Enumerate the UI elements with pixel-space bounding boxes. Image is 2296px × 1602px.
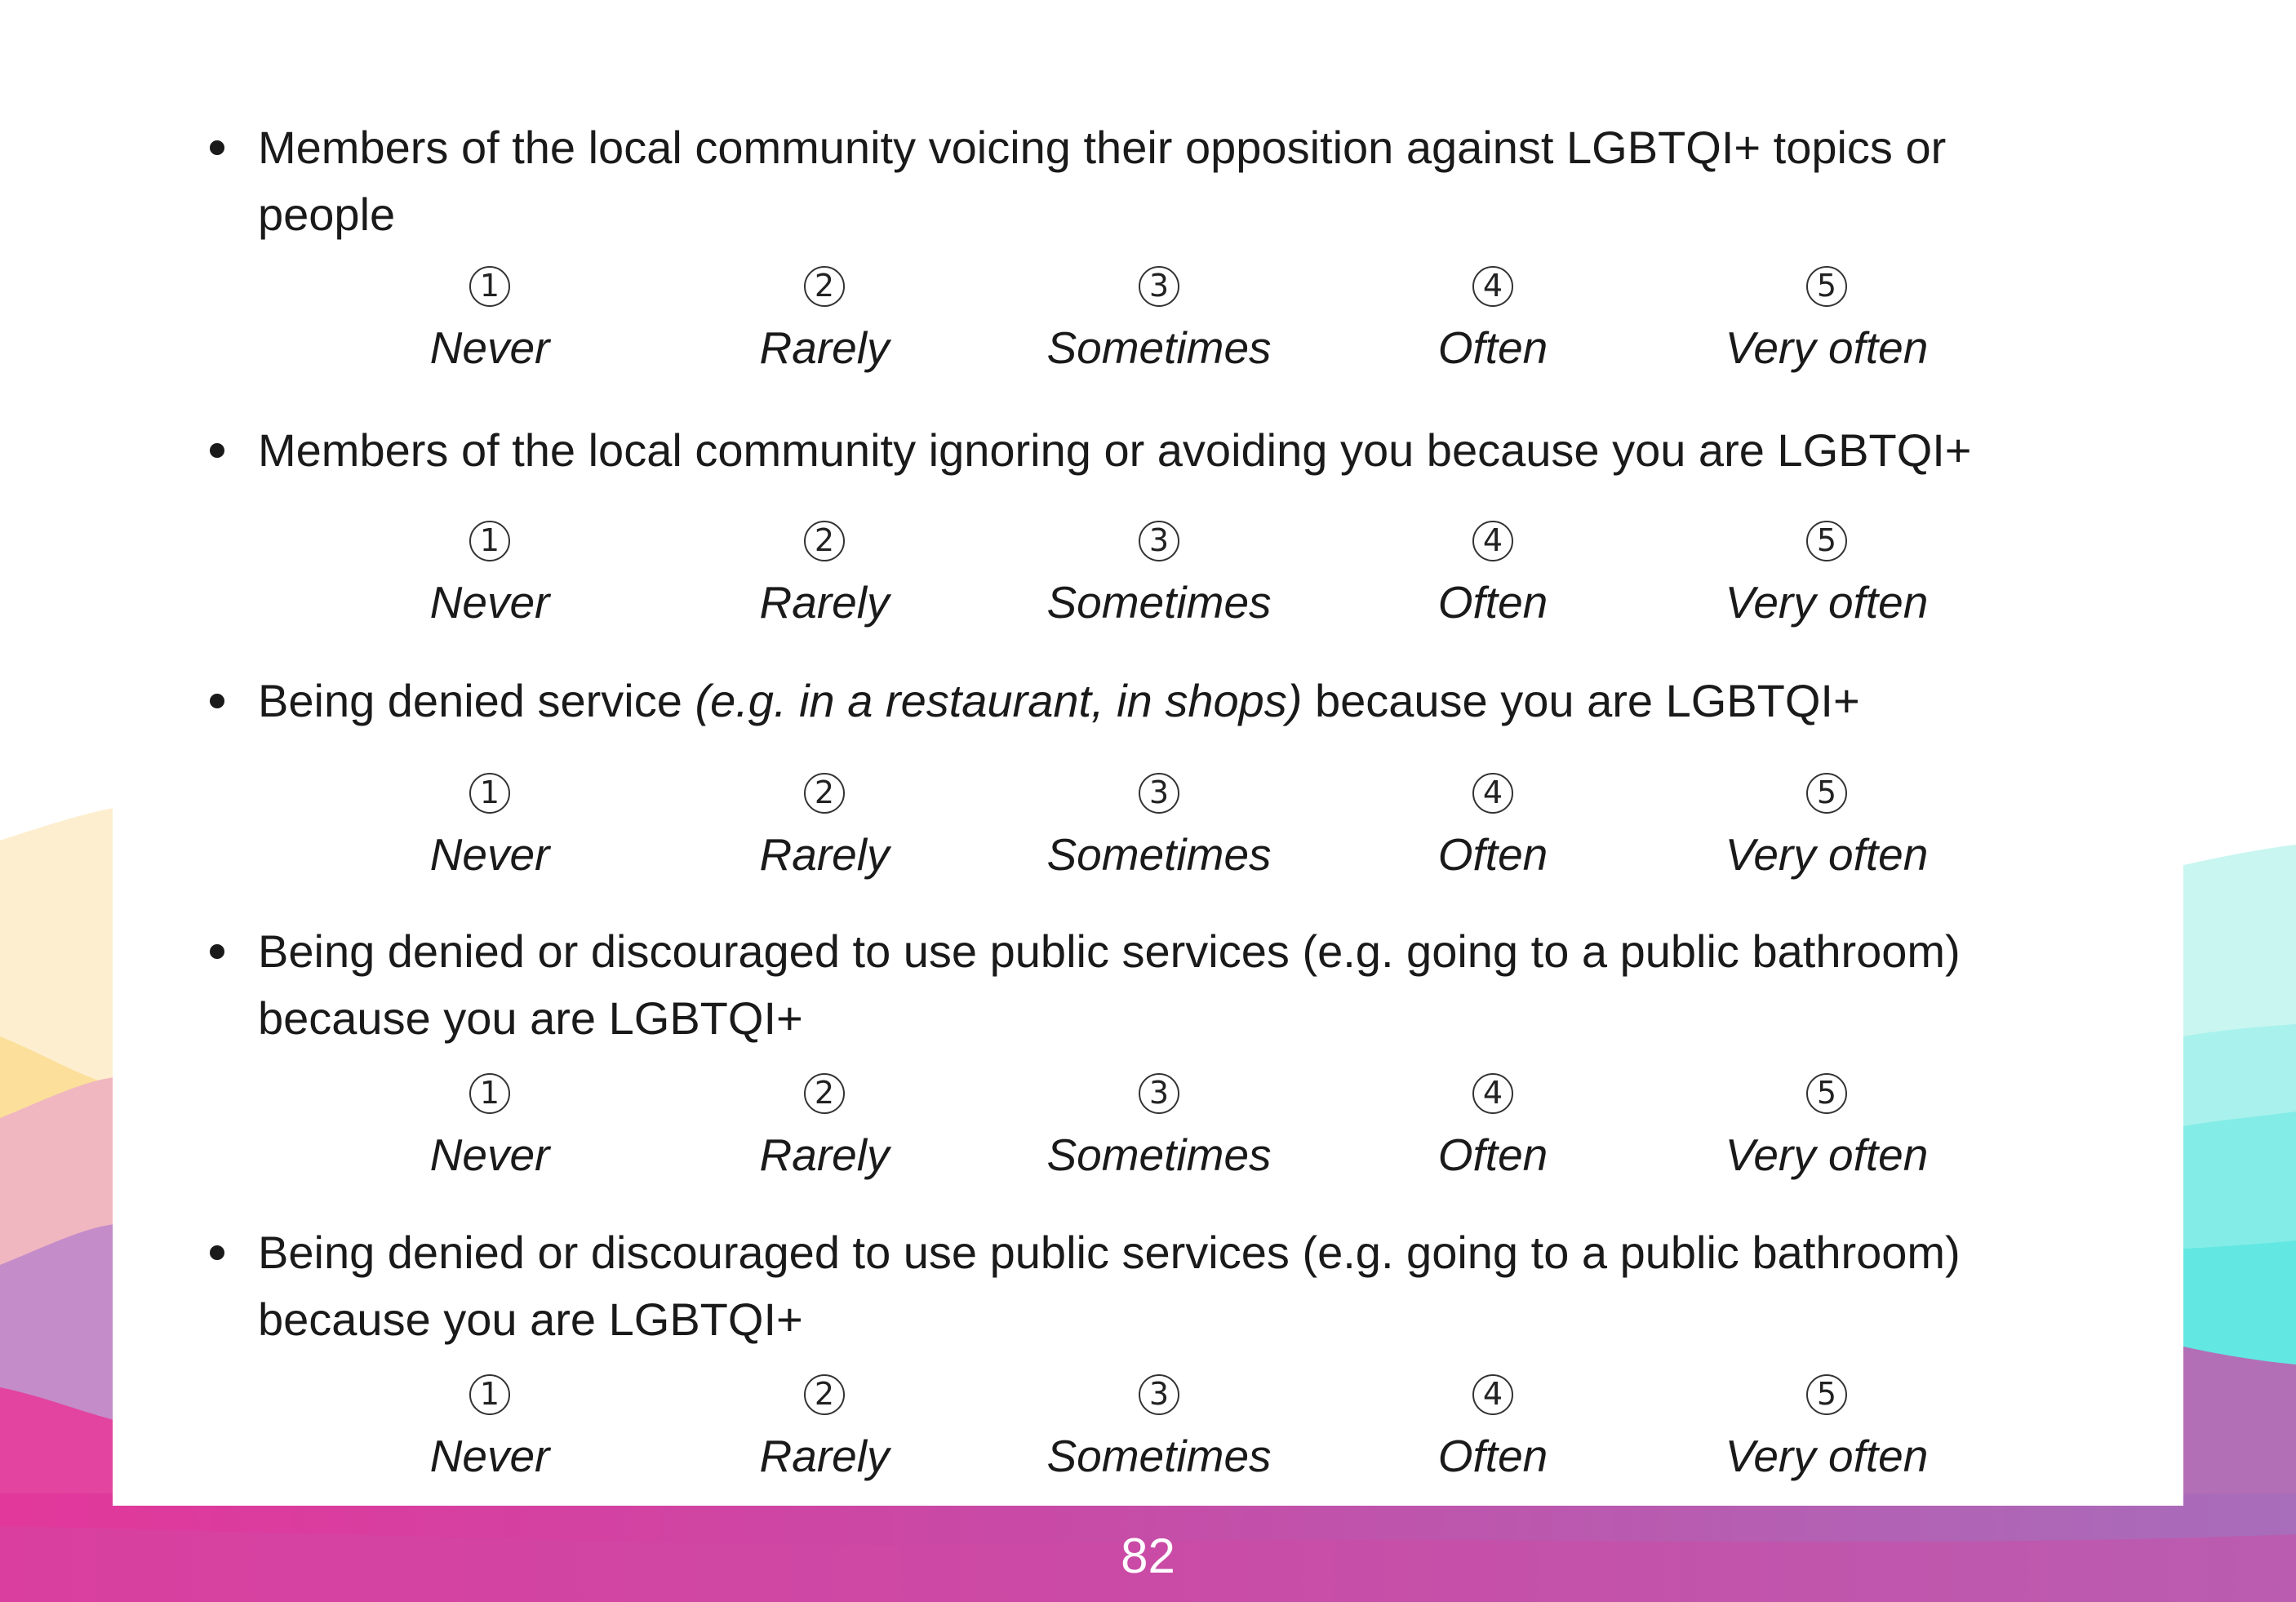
option-label: Rarely [759,829,890,880]
option-label: Often [1437,829,1548,880]
bullet-point [210,140,224,155]
circled-number-2: 2 [804,773,845,814]
rating-option-1[interactable] [359,266,620,374]
circled-number-4: 4 [1472,1374,1513,1415]
rating-option-5[interactable] [1696,773,1957,881]
option-label: Never [429,322,550,373]
rating-option-2[interactable] [694,521,955,628]
option-label: Sometimes [1046,1431,1272,1481]
rating-option-4[interactable] [1362,1374,1623,1482]
rating-option-1[interactable] [359,1073,620,1181]
rating-option-2[interactable] [694,1073,955,1181]
circled-number-5: 5 [1806,521,1847,561]
circled-number-1: 1 [469,1073,510,1114]
rating-option-4[interactable] [1362,1073,1623,1181]
option-label: Sometimes [1046,1129,1272,1180]
page-number: 82 [1121,1529,1175,1583]
rating-option-3[interactable] [1028,773,1290,881]
option-label: Sometimes [1046,577,1272,628]
rating-option-1[interactable] [359,1374,620,1482]
circled-number-4: 4 [1472,266,1513,307]
option-label: Rarely [759,1129,890,1180]
rating-option-5[interactable] [1696,266,1957,374]
circled-number-1: 1 [469,1374,510,1415]
circled-number-3: 3 [1139,1374,1179,1415]
question-text: Members of the local community voicing their opposition against LGBTQI+ topics or people [258,122,1947,240]
circled-number-2: 2 [804,1374,845,1415]
circled-number-1: 1 [469,266,510,307]
circled-number-1: 1 [469,773,510,814]
bullet-point [210,1245,224,1260]
option-label: Never [429,1129,550,1180]
rating-option-2[interactable] [694,1374,955,1482]
rating-scale [113,266,2183,388]
circled-number-2: 2 [804,266,845,307]
option-label: Sometimes [1046,322,1272,373]
rating-option-5[interactable] [1696,1073,1957,1181]
rating-option-5[interactable] [1696,1374,1957,1482]
circled-number-4: 4 [1472,773,1513,814]
option-label: Rarely [759,1431,890,1481]
rating-option-1[interactable] [359,773,620,881]
option-label: Sometimes [1046,829,1272,880]
question-text: Being denied service (e.g. in a restaurant, in shops) because you are LGBTQI+ [258,675,1860,726]
question-text: Being denied or discouraged to use public services (e.g. going to a public bathroom) because you are LGBTQI+ [258,925,1961,1044]
circled-number-3: 3 [1139,266,1179,307]
circled-number-4: 4 [1472,1073,1513,1114]
rating-option-5[interactable] [1696,521,1957,628]
circled-number-5: 5 [1806,1374,1847,1415]
circled-number-5: 5 [1806,773,1847,814]
bullet-point [210,944,224,959]
rating-scale [113,1073,2183,1196]
circled-number-2: 2 [804,521,845,561]
rating-option-3[interactable] [1028,1374,1290,1482]
option-label: Never [429,1431,550,1481]
rating-option-1[interactable] [359,521,620,628]
circled-number-4: 4 [1472,521,1513,561]
circled-number-3: 3 [1139,1073,1179,1114]
option-label: Often [1437,1431,1548,1481]
circled-number-3: 3 [1139,773,1179,814]
page-content [113,0,2183,1506]
rating-option-4[interactable] [1362,521,1623,628]
rating-option-2[interactable] [694,773,955,881]
rating-option-4[interactable] [1362,266,1623,374]
question-example: (e.g. in a restaurant, in shops) [695,675,1303,726]
rating-scale [113,1374,2183,1497]
option-label: Very often [1725,322,1929,373]
option-label: Very often [1725,1129,1929,1180]
circled-number-5: 5 [1806,1073,1847,1114]
circled-number-1: 1 [469,521,510,561]
rating-scale [113,773,2183,895]
question-text: Being denied or discouraged to use public services (e.g. going to a public bathroom) because you are LGBTQI+ [258,1227,1961,1345]
rating-scale [113,521,2183,643]
option-label: Often [1437,577,1548,628]
option-label: Rarely [759,577,890,628]
question-text: Members of the local community ignoring or avoiding you because you are LGBTQI+ [258,424,1972,476]
circled-number-5: 5 [1806,266,1847,307]
circled-number-2: 2 [804,1073,845,1114]
circled-number-3: 3 [1139,521,1179,561]
option-label: Often [1437,322,1548,373]
bullet-point [210,443,224,458]
option-label: Often [1437,1129,1548,1180]
rating-option-3[interactable] [1028,1073,1290,1181]
option-label: Very often [1725,829,1929,880]
option-label: Very often [1725,1431,1929,1481]
option-label: Never [429,829,550,880]
option-label: Rarely [759,322,890,373]
bullet-point [210,694,224,708]
rating-option-3[interactable] [1028,266,1290,374]
rating-option-4[interactable] [1362,773,1623,881]
rating-option-2[interactable] [694,266,955,374]
rating-option-3[interactable] [1028,521,1290,628]
option-label: Very often [1725,577,1929,628]
option-label: Never [429,577,550,628]
